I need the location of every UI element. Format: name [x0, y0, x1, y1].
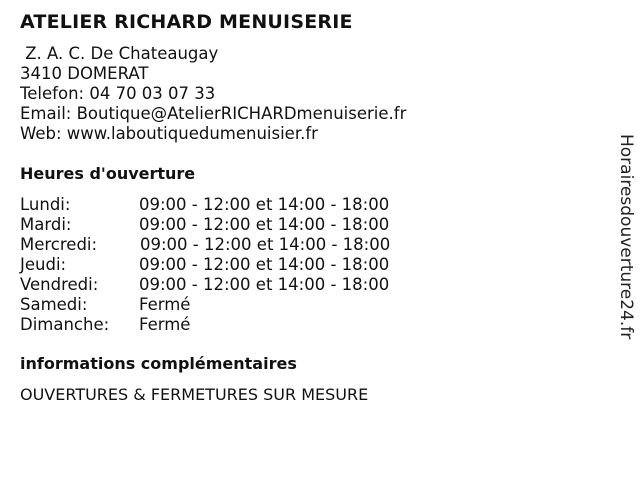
website-address: Web: www.laboutiquedumenuisier.fr	[20, 124, 318, 143]
email-address: Email: Boutique@AtelierRICHARDmenuiserie.fr	[20, 104, 407, 123]
day-hours: 09:00 - 12:00 et 14:00 - 18:00	[140, 235, 391, 254]
business-name: ATELIER RICHARD MENUISERIE	[20, 11, 353, 33]
day-label: Mercredi:	[20, 235, 98, 254]
opening-hours-heading: Heures d'ouverture	[20, 164, 196, 183]
additional-info-heading: informations complémentaires	[20, 354, 297, 373]
day-hours: Fermé	[139, 315, 191, 334]
day-label: Mardi:	[20, 215, 72, 234]
site-watermark: Horairesdouverture24.fr	[616, 134, 636, 340]
day-label: Lundi:	[20, 195, 71, 214]
phone-number: Telefon: 04 70 03 07 33	[20, 84, 216, 103]
day-hours: 09:00 - 12:00 et 14:00 - 18:00	[139, 255, 390, 274]
day-hours: 09:00 - 12:00 et 14:00 - 18:00	[139, 215, 390, 234]
day-label: Samedi:	[20, 295, 88, 314]
address-street: Z. A. C. De Chateaugay	[20, 44, 219, 63]
day-hours: Fermé	[139, 295, 191, 314]
day-label: Jeudi:	[20, 255, 67, 274]
contact-block	[20, 44, 406, 144]
day-hours: 09:00 - 12:00 et 14:00 - 18:00	[139, 275, 390, 294]
day-label: Vendredi:	[20, 275, 99, 294]
address-city: 3410 DOMERAT	[20, 64, 149, 83]
day-label: Dimanche:	[20, 315, 110, 334]
day-hours: 09:00 - 12:00 et 14:00 - 18:00	[139, 195, 390, 214]
additional-info-text: OUVERTURES & FERMETURES SUR MESURE	[20, 385, 369, 404]
